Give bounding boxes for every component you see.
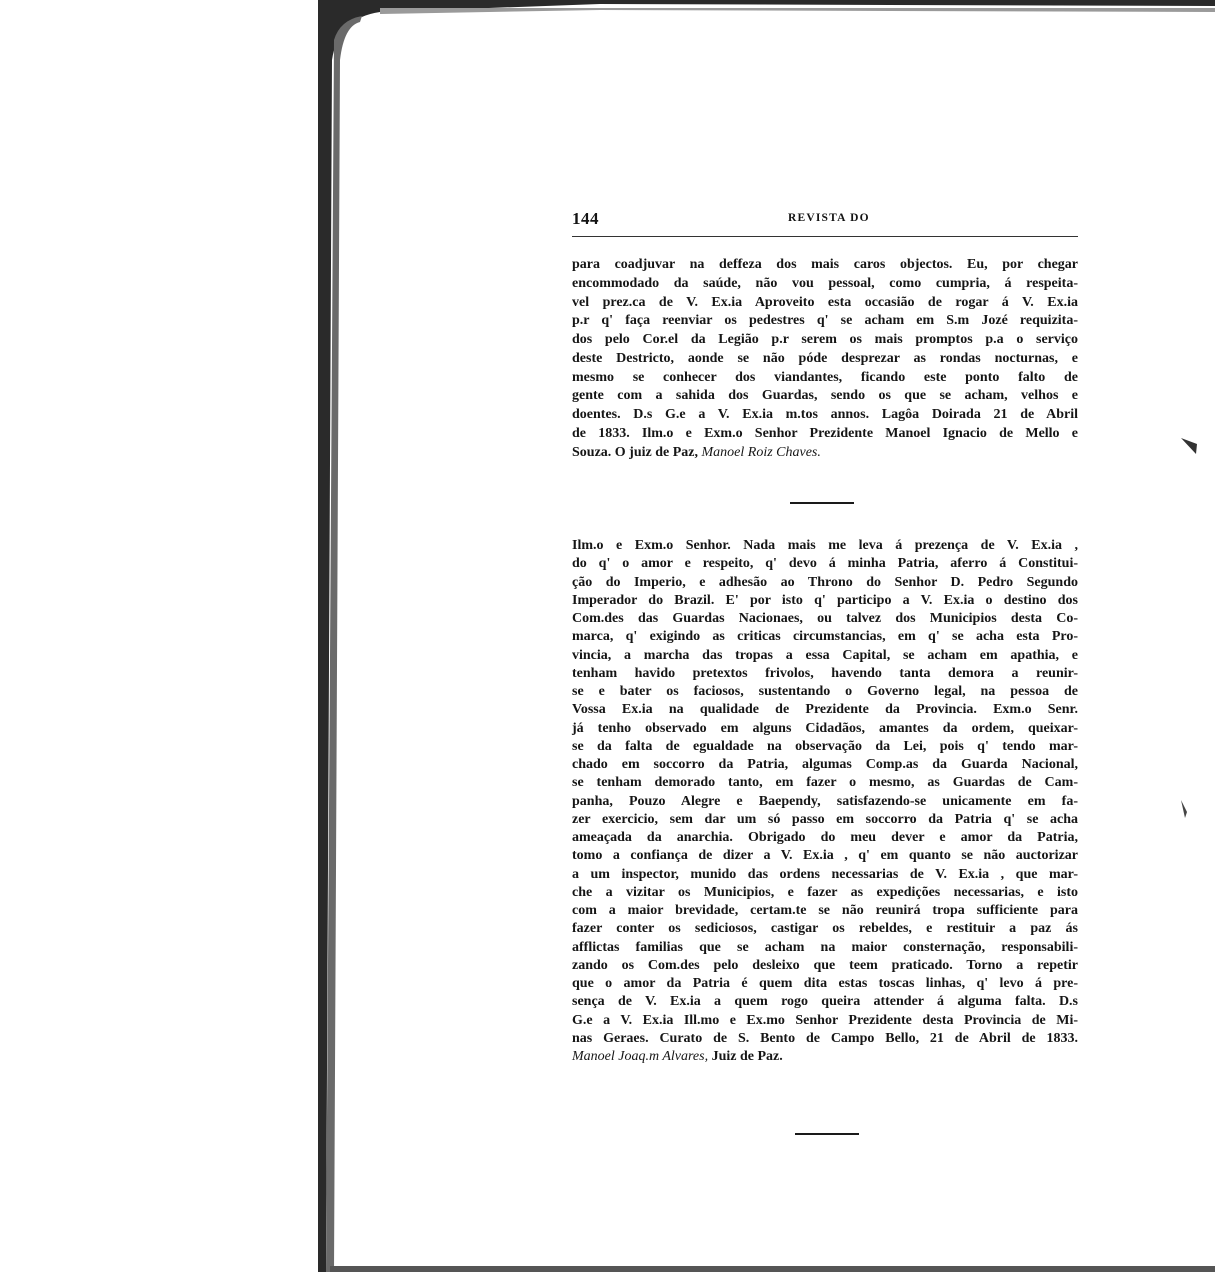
text-line: se da falta de egualdade na observação da Lei, pois q' tendo mar- (572, 738, 1078, 754)
letter-1-signature: Manoel Roiz Chaves. (701, 444, 821, 460)
text-line: che a vizitar os Municipios, e fazer as expedições necessarias, e isto (572, 884, 1078, 900)
text-line: gente com a sahida dos Guardas, sendo os que se acham, velhos e (572, 388, 1078, 404)
text-line: já tenho observado em alguns Cidadãos, amantes da ordem, queixar- (572, 720, 1078, 736)
section-divider (795, 1133, 859, 1135)
letter-2-body (572, 537, 1078, 1066)
text-line: zer exercicio, sem dar um só passo em soccorro da Patria q' se acha (572, 811, 1078, 827)
text-line: encommodado da saúde, não vou pessoal, como cumpria, á respeita- (572, 275, 1078, 291)
text-line: com a maior brevidade, certam.te se não reunirá tropa sufficiente para (572, 903, 1078, 918)
text-line: vincia, a marcha das tropas a essa Capital, se acham em apathia, e (572, 647, 1078, 663)
text-line: nas Geraes. Curato de S. Bento de Campo Bello, 21 de Abril de 1833. (572, 1030, 1078, 1046)
text-line: mesmo se conhecer dos viandantes, ficando este ponto falto de (572, 369, 1078, 385)
text-line: para coadjuvar na deffeza dos mais caros objectos. Eu, por chegar (572, 257, 1078, 272)
letter-2-closing-line (572, 1048, 1078, 1066)
text-line: vel prez.ca de V. Ex.ia Aproveito esta occasião de rogar á V. Ex.ia (572, 294, 1078, 310)
text-line: a um inspector, munido das ordens necessarias de V. Ex.ia , que mar- (572, 866, 1078, 882)
text-line: de 1833. Ilm.o e Exm.o Senhor Prezidente Manoel Ignacio de Mello e (572, 425, 1078, 441)
text-line: ameaçada da anarchia. Obrigado do meu dever e amor da Patria, (572, 830, 1078, 845)
text-line: deste Destricto, aonde se não póde desprezar as rondas nocturnas, e (572, 350, 1078, 366)
header-rule (572, 236, 1078, 237)
text-line: marca, q' exigindo as criticas circumstancias, em q' se acha esta Pro- (572, 629, 1078, 645)
text-line: tomo a confiança de dizer a V. Ex.ia , q' em quanto se não auctorizar (572, 848, 1078, 864)
text-line: dos pelo Cor.el da Legião p.r serem os mais promptos p.a o serviço (572, 332, 1078, 347)
text-line: fazer conter os sediciosos, castigar os rebeldes, e restituir a paz ás (572, 921, 1078, 937)
text-line: do q' o amor e respeito, q' devo á minha Patria, aferro á Constitui- (572, 556, 1078, 572)
text-line: G.e a V. Ex.ia Ill.mo e Ex.mo Senhor Prezidente desta Provincia de Mi- (572, 1012, 1078, 1028)
text-line: Com.des das Guardas Nacionaes, ou talvez dos Municipios desta Co- (572, 611, 1078, 626)
text-line: se tenham demorado tanto, em fazer o mesmo, as Guardas de Cam- (572, 775, 1078, 791)
text-line: panha, Pouzo Alegre e Baependy, satisfazendo-se unicamente em fa- (572, 793, 1078, 809)
text-line: p.r q' faça reenviar os pedestres q' se acham em S.m Jozé requizita- (572, 313, 1078, 329)
letter-2-signature: Manoel Joaq.m Alvares, (572, 1049, 709, 1064)
text-line: se e bater os faciosos, sustentando o Governo legal, na pessoa de (572, 684, 1078, 699)
text-line: sença de V. Ex.ia a quem rogo queira attender á alguma falta. D.s (572, 994, 1078, 1010)
text-line: tenham havido pretextos frivolos, havendo tanta demora a reunir- (572, 665, 1078, 681)
section-divider (790, 502, 854, 504)
letter-1-closing: Souza. O juiz de Paz, (572, 444, 698, 460)
page-number: 144 (572, 209, 599, 228)
page-header (572, 209, 1078, 233)
running-head: REVISTA DO (788, 212, 870, 224)
text-line: zando os Com.des pelo desleixo que teem praticado. Torno a repetir (572, 957, 1078, 973)
text-line: ção do Imperio, e adhesão ao Throno do Senhor D. Pedro Segundo (572, 574, 1078, 590)
letter-1-body (572, 256, 1078, 462)
text-line: que o amor da Patria é quem dita estas toscas linhas, q' levo á pre- (572, 976, 1078, 991)
text-line: chado em soccorro da Patria, algumas Comp.as da Guarda Nacional, (572, 757, 1078, 772)
text-line: Ilm.o e Exm.o Senhor. Nada mais me leva á prezença de V. Ex.ia , (572, 538, 1078, 553)
text-line: doentes. D.s G.e a V. Ex.ia m.tos annos. Lagôa Doirada 21 de Abril (572, 407, 1078, 422)
letter-1-closing-line (572, 444, 1078, 463)
text-line: afflictas familias que se acham na maior consternação, responsabili- (572, 939, 1078, 955)
text-line: Imperador do Brazil. E' por isto q' participo a V. Ex.ia o destino dos (572, 592, 1078, 608)
text-line: Vossa Ex.ia na qualidade de Prezidente da Provincia. Exm.o Senr. (572, 702, 1078, 718)
letter-2-closing: Juiz de Paz. (711, 1049, 783, 1064)
